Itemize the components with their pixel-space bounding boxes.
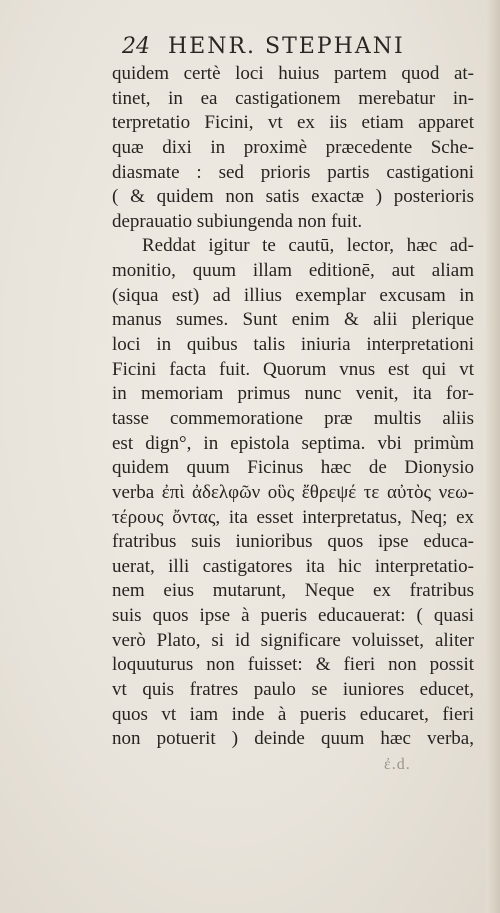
text-line: nem eius mutarunt, Neque ex fratribus [112,580,474,602]
text-line: vt quis fratres paulo se iuniores educet, [112,679,474,701]
running-title: HENR. STEPHANI [168,34,405,59]
page-gutter [486,0,500,913]
running-head [122,34,405,59]
text-line: uerat, illi castigatores ita hic interpretatio- [112,555,474,577]
text-line: diasmate : sed prioris partis castigationi [112,161,474,183]
text-line: quidem certè loci huius partem quod at- [112,63,474,84]
text-line: deprauatio subiungenda non fuit. [112,210,363,232]
text-line: Ficini facta fuit. Quorum vnus est qui vt [112,358,474,380]
text-line: verba ἐπὶ ἀδελφῶν οὓς ἔθρεψέ τε αὐτὸς νεω- [112,481,474,503]
text-line: quæ dixi in proximè præcedente Sche- [112,136,474,158]
text-line: loci in quibus talis iniuria interpretationi [112,334,474,356]
text-line: quos vt iam inde à pueris educaret, fieri [112,703,474,725]
text-line: non potuerit ) deinde quum hæc verba, [112,728,474,750]
text-line: tinet, in ea castigationem merebatur in- [112,87,474,109]
text-line: ( & quidem non satis exactæ ) posterioris [112,186,474,208]
text-line: loquuturus non fuisset: & fieri non possit [112,654,474,676]
text-block [112,62,474,752]
paragraph-start-line: Reddat igitur te cautū, lector, hæc ad- [142,235,474,257]
text-line: in memoriam primus nunc venit, ita for- [112,383,474,405]
text-line: verò Plato, si id significare voluisset, aliter [112,629,474,651]
text-line: fratribus suis iunioribus quos ipse educa- [112,531,474,553]
page-number: 24 [122,34,150,59]
text-line: quidem quum Ficinus hæc de Dionysio [112,457,474,479]
text-line: (siqua est) ad illius exemplar excusam in [112,284,474,306]
text-line: est dign°, in epistola septima. vbi primùm [112,432,474,454]
text-line: τέρους ὄντας, ita esset interpretatus, Neq; ex [112,506,474,528]
text-line: suis quos ipse à pueris educauerat: ( quasi [112,605,474,627]
catchword: ἐ.d. [384,756,411,773]
text-line: monitio, quum illam editionē, aut aliam [112,260,474,282]
text-line: manus sumes. Sunt enim & alii plerique [112,309,474,331]
text-line: terpretatio Ficini, vt ex iis etiam apparet [112,112,474,134]
text-line: tasse commemoratione præ multis aliis [112,407,474,429]
